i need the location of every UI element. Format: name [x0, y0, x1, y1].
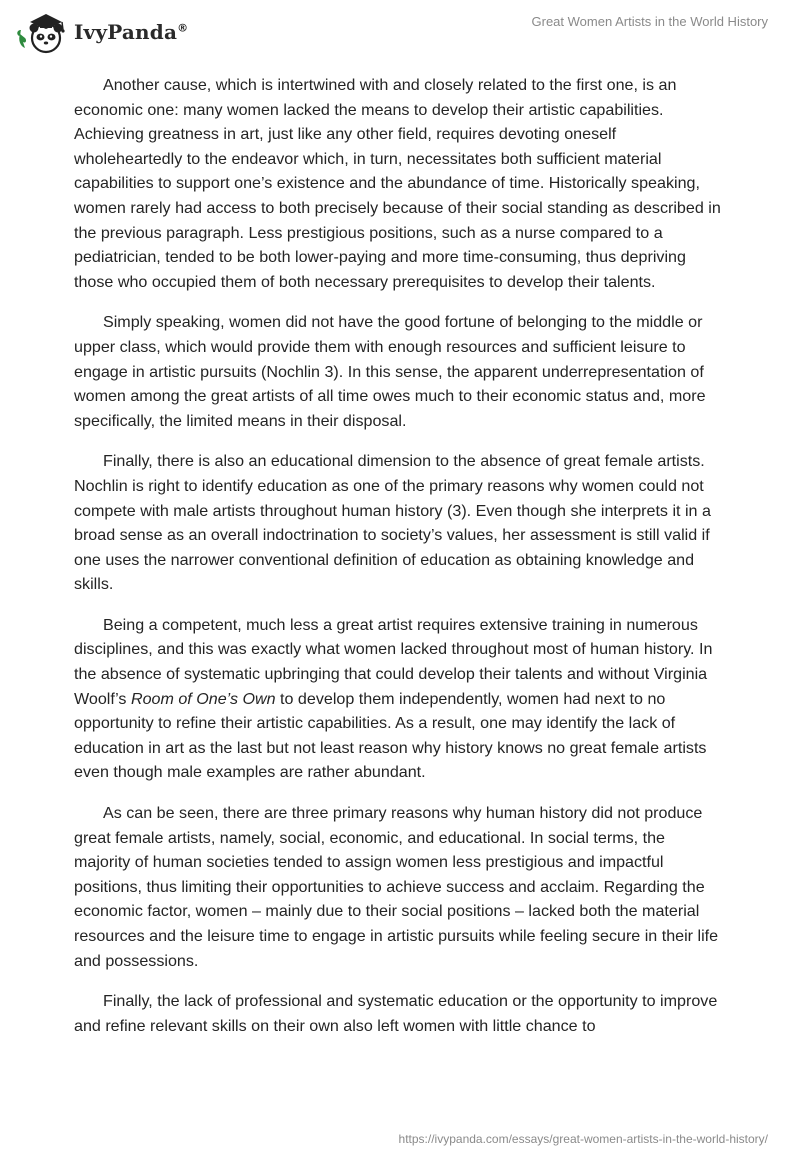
document-title: Great Women Artists in the World History [531, 14, 768, 29]
source-url[interactable]: https://ivypanda.com/essays/great-women-artists-in-the-world-history/ [398, 1132, 768, 1146]
paragraph: As can be seen, there are three primary reasons why human history did not produce great female artists, namely, social, economic, and educational. In social terms, the majority of human societies tended to assign women less prestigious and impactful positions, thus limiting their opportunities to achieve success and acclaim. Regarding the economic factor, women – mainly due to their social positions – lacked both the material resources and the leisure time to engage in artistic pursuits while feeling secure in their life and possessions. [74, 804, 719, 970]
book-title: Room of One’s Own [130, 689, 276, 708]
brand-name [74, 20, 188, 44]
brand-text: IvyPanda [74, 20, 178, 44]
registered-mark: ® [177, 21, 189, 35]
paragraph: Finally, the lack of professional and systematic education or the opportunity to improve and refine relevant skills on their own also left women with little chance to [74, 992, 718, 1035]
paragraph [74, 613, 724, 785]
paragraph: Finally, there is also an educational dimension to the absence of great female artists. Nochlin is right to identify education as one of the primary reasons why women could not compete with male artists throughout human history (3). Even though she interprets it in a broad sense as an overall indoctrination to society’s values, her assessment is still valid if one uses the narrower conventional definition of education as obtaining knowledge and skills. [74, 452, 711, 594]
page-header [0, 0, 800, 70]
paragraph-text: Being a competent, much less a great artist requires extensive training in numerous disciplines, and this was exactly what women lacked throughout most of human history. In the absence of systematic upbringing that could develop their talents and without Virginia Woolf’s [74, 615, 713, 708]
panda-graduate-icon [16, 10, 68, 54]
paragraph: Simply speaking, women did not have the good fortune of belonging to the middle or upper class, which would provide them with enough resources and sufficient leisure to engage in artistic pursuits (Nochlin 3). In this sense, the apparent underrepresentation of women among the great artists of all time owes much to their economic status and, more specifically, the limited means in their disposal. [74, 313, 706, 430]
paragraph-text: to develop them independently, women had next to no opportunity to refine their artistic capabilities. As a result, one may identify the lack of education in art as the last but not least reason why history knows no great female artists even though male examples are rather abundant. [74, 689, 707, 782]
ivypanda-logo[interactable] [16, 10, 188, 54]
paragraph: Another cause, which is intertwined with and closely related to the first one, is an economic one: many women lacked the means to develop their artistic capabilities. Achieving greatness in art, just like any other field, requires devoting oneself wholeheartedly to the endeavor which, in turn, necessitates both sufficient material capabilities to support one’s existence and the abundance of time. Historically speaking, women rarely had access to both precisely because of their social standing as described in the previous paragraph. Less prestigious positions, such as a nurse compared to a pediatrician, tended to be both lower-paying and more time-consuming, thus depriving those who occupied them of both necessary prerequisites to develop their talents. [74, 76, 721, 291]
essay-body [74, 73, 724, 1054]
